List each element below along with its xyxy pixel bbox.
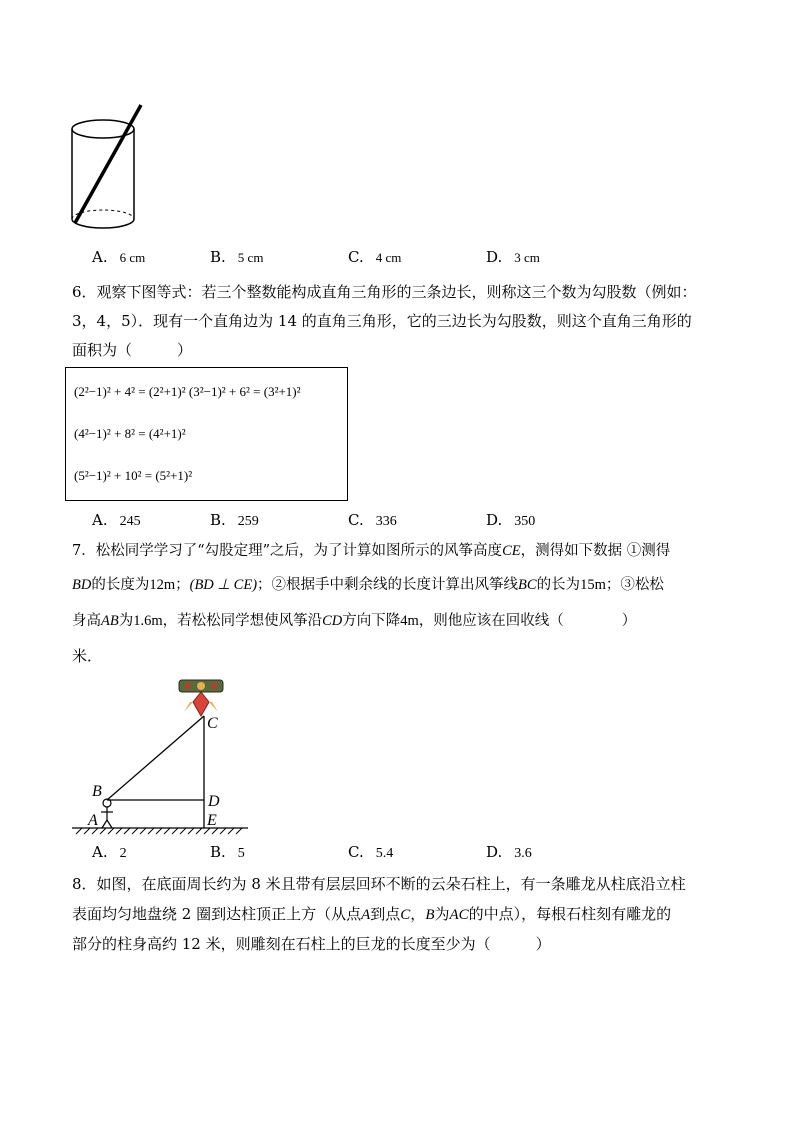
kite-icon: [179, 680, 223, 716]
q6-option-d: D. 350: [486, 511, 536, 529]
q6-option-a: A. 245: [92, 511, 141, 529]
q5-option-a: A. 6 cm: [92, 248, 146, 266]
q5-option-d: D. 3 cm: [486, 248, 540, 266]
q7-line-1: 7．松松同学学习了“勾股定理”之后，为了计算如图所示的风筝高度CE，测得如下数据 ①测得: [72, 543, 671, 559]
q7-option-b: B. 5: [210, 843, 245, 861]
q6-line-2: 3，4，5）．现有一个直角边为 14 的直角三角形，它的三边长为勾股数，则这个直角三角形的: [72, 312, 692, 330]
q7-line-2: BD的长度为12m；(BD ⊥ CE)；②根据手中剩余线的长度计算出风筝线BC的长为15m；③松松: [72, 577, 664, 593]
q6-line-1: 6．观察下图等式：若三个整数能构成直角三角形的三条边长，则称这三个数为勾股数（例如：: [72, 283, 697, 301]
kite-figure: [70, 672, 260, 838]
q6-equation-3: (4²−1)² + 8² = (4²+1)²: [74, 426, 186, 441]
q8-line-3: 部分的柱身高约 12 米，则雕刻在石柱上的巨龙的长度至少为（ ）: [72, 935, 551, 953]
q6-option-c: C. 336: [348, 511, 397, 529]
label-d: D: [208, 793, 220, 810]
q7-line-3: 身高AB为1.6m，若松松同学想使风筝沿CD方向下降4m，则他应该在回收线（ ）: [72, 613, 637, 629]
q5-option-b: B. 5 cm: [210, 248, 264, 266]
q6-line-3: 面积为（ ）: [72, 341, 193, 359]
q7-line-4: 米．: [72, 647, 103, 665]
cylinder-figure: [66, 100, 150, 232]
person-icon: [101, 799, 113, 828]
q6-equation-1: (2²−1)² + 4² = (2²+1)²: [74, 384, 186, 399]
q7-option-a: A. 2: [92, 843, 127, 861]
q5-option-c: C. 4 cm: [348, 248, 402, 266]
label-a: A: [88, 812, 98, 829]
q8-line-2: 表面均匀地盘绕 2 圈到达柱顶正上方（从点A到点C，B为AC的中点），每根石柱刻有雕龙的: [72, 905, 672, 923]
q7-option-c: C. 5.4: [348, 843, 394, 861]
label-c: C: [207, 715, 218, 732]
q6-equation-box: [65, 367, 348, 501]
q8-line-1: 8．如图，在底面周长约为 8 米且带有层层回环不断的云朵石柱上，有一条雕龙从柱底沿立柱: [72, 875, 686, 893]
q7-option-d: D. 3.6: [486, 843, 532, 861]
q6-equation-4: (5²−1)² + 10² = (5²+1)²: [74, 468, 193, 483]
q6-equation-2: (3²−1)² + 6² = (3²+1)²: [188, 384, 301, 399]
q6-option-b: B. 259: [210, 511, 259, 529]
label-e: E: [207, 812, 217, 829]
label-b: B: [92, 783, 102, 800]
